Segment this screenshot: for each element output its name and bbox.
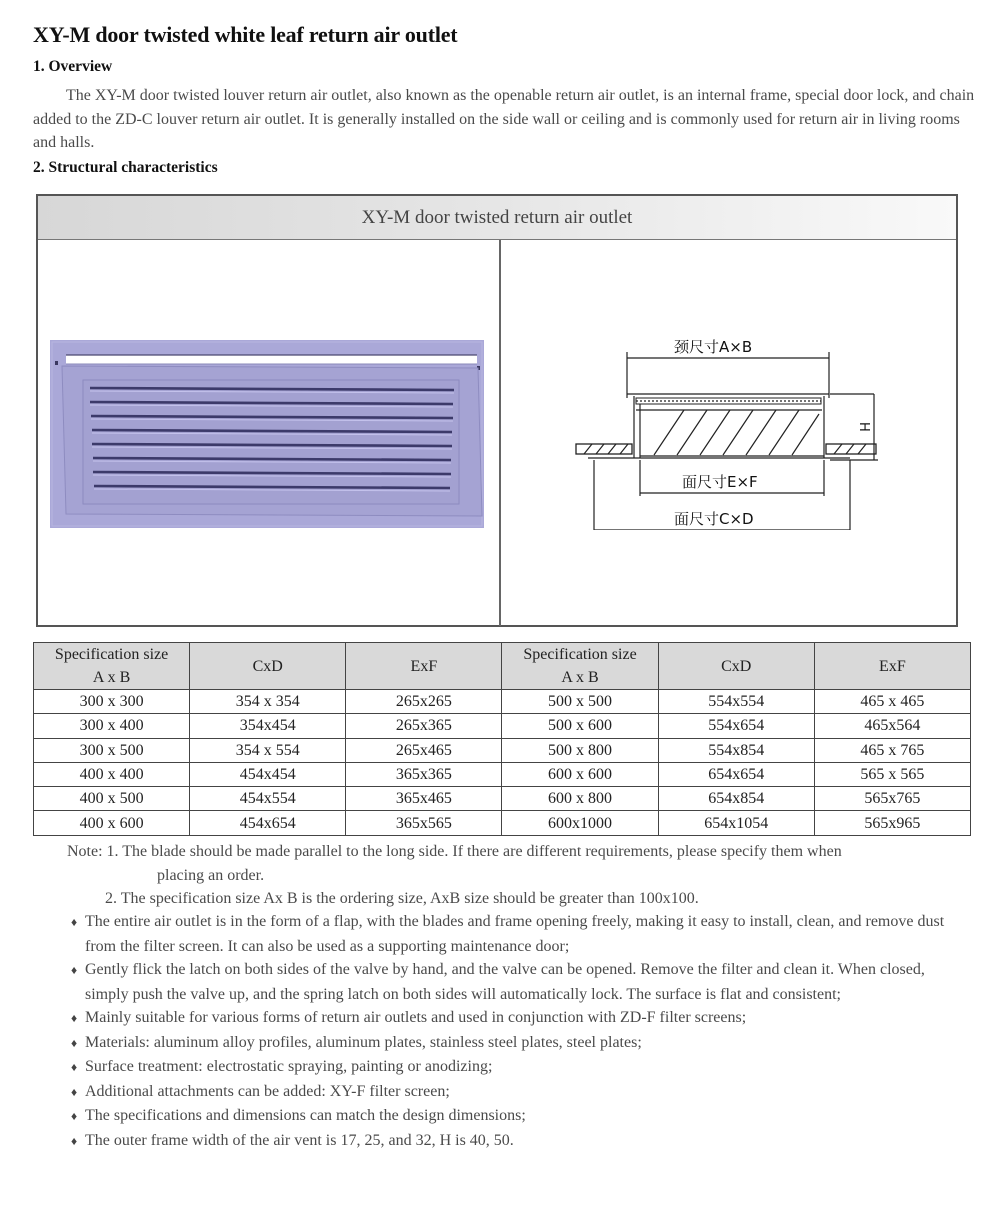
table-cell: 400 x 500: [34, 787, 190, 811]
page-title: XY-M door twisted white leaf return air outlet: [33, 22, 458, 47]
table-row: [34, 762, 971, 786]
list-item: ♦ The entire air outlet is in the form of a flap, with the blades and frame opening freely, making it easy to install, clean, and remove dust from the filter screen. It can also be used as a supporting maintenance door;: [71, 913, 945, 955]
table-header-row: [34, 643, 971, 690]
table-cell: 265x465: [346, 738, 502, 762]
list-item: ♦ Surface treatment: electrostatic spraying, painting or anodizing;: [67, 1055, 967, 1080]
diamond-bullet-icon: ♦: [71, 1133, 78, 1148]
table-row: [34, 714, 971, 738]
table-cell: 500 x 600: [502, 714, 658, 738]
table-cell: 465 x 765: [814, 738, 970, 762]
diamond-bullet-icon: ♦: [71, 1060, 78, 1074]
table-row: [34, 690, 971, 714]
figure-body: [38, 240, 956, 626]
table-row: [34, 738, 971, 762]
feature-list: [67, 910, 967, 1153]
col-spec-size-2: Specification size A x B: [502, 643, 658, 690]
table-row: [34, 811, 971, 835]
list-item: ♦ Gently flick the latch on both sides of the valve by hand, and the valve can be opened. Remove the filter and clean it. When closed, simply push the valve up, and the spring latch on both sides will automatically lock. The surface is flat and consistent;: [71, 961, 925, 1003]
table-cell: 565x965: [814, 811, 970, 835]
notes-block: [67, 840, 967, 911]
table-cell: 654x854: [658, 787, 814, 811]
table-cell: 454x554: [190, 787, 346, 811]
table-cell: 265x265: [346, 690, 502, 714]
product-figure: [36, 194, 958, 627]
table-cell: 600 x 600: [502, 762, 658, 786]
table-cell: 365x465: [346, 787, 502, 811]
table-cell: 565 x 565: [814, 762, 970, 786]
col-cxd-2: CxD: [658, 643, 814, 690]
table-cell: 265x365: [346, 714, 502, 738]
table-cell: 300 x 500: [34, 738, 190, 762]
dimension-drawing: [574, 330, 894, 530]
table-cell: 600 x 800: [502, 787, 658, 811]
list-item: ♦ The specifications and dimensions can match the design dimensions;: [67, 1104, 967, 1129]
list-item: ♦ Mainly suitable for various forms of return air outlets and used in conjunction with ZD-F filter screens;: [67, 1006, 967, 1031]
neck-size-label: 颈尺寸A×B: [674, 338, 753, 356]
table-cell: 300 x 400: [34, 714, 190, 738]
specification-table: [33, 642, 971, 836]
figure-caption: XY-M door twisted return air outlet: [38, 196, 956, 240]
diamond-bullet-icon: ♦: [71, 1035, 78, 1050]
table-cell: 354 x 354: [190, 690, 346, 714]
figure-divider: [499, 240, 501, 626]
height-label: H: [856, 422, 871, 432]
diamond-bullet-icon: ♦: [71, 963, 78, 977]
table-cell: 400 x 400: [34, 762, 190, 786]
col-spec-size-1: Specification size A x B: [34, 643, 190, 690]
table-cell: 565x765: [814, 787, 970, 811]
table-cell: 500 x 500: [502, 690, 658, 714]
diamond-bullet-icon: ♦: [71, 1011, 78, 1025]
table-cell: 454x454: [190, 762, 346, 786]
diamond-bullet-icon: ♦: [71, 1084, 78, 1099]
product-photo: [50, 336, 486, 532]
table-cell: 354x454: [190, 714, 346, 738]
table-cell: 300 x 300: [34, 690, 190, 714]
table-cell: 554x854: [658, 738, 814, 762]
table-cell: 454x654: [190, 811, 346, 835]
table-cell: 400 x 600: [34, 811, 190, 835]
table-cell: 600x1000: [502, 811, 658, 835]
col-cxd-1: CxD: [190, 643, 346, 690]
overview-paragraph: The XY-M door twisted louver return air outlet, also known as the openable return air outlet, is an internal frame, special door lock, and chain added to the ZD-C louver return air outlet. It is generally installed on the side wall or ceiling and is commonly used for return air in living rooms and halls.: [33, 87, 975, 151]
table-cell: 554x554: [658, 690, 814, 714]
note-1: Note: 1. The blade should be made parallel to the long side. If there are different requirements, please specify them when: [67, 843, 842, 860]
diamond-bullet-icon: ♦: [71, 1109, 78, 1123]
col-exf-1: ExF: [346, 643, 502, 690]
diamond-bullet-icon: ♦: [71, 915, 78, 929]
col-exf-2: ExF: [814, 643, 970, 690]
table-cell: 500 x 800: [502, 738, 658, 762]
note-2: 2. The specification size Ax B is the ordering size, AxB size should be greater than 100x100.: [105, 890, 699, 907]
note-1-continuation: placing an order.: [157, 866, 265, 884]
section-heading-structural: 2. Structural characteristics: [33, 159, 218, 176]
table-cell: 554x654: [658, 714, 814, 738]
table-cell: 365x565: [346, 811, 502, 835]
section-heading-overview: 1. Overview: [33, 58, 113, 75]
table-cell: 354 x 554: [190, 738, 346, 762]
table-row: [34, 787, 971, 811]
table-cell: 465 x 465: [814, 690, 970, 714]
list-item: ♦ The outer frame width of the air vent is 17, 25, and 32, H is 40, 50.: [67, 1129, 967, 1154]
table-cell: 365x365: [346, 762, 502, 786]
table-cell: 654x654: [658, 762, 814, 786]
table-cell: 465x564: [814, 714, 970, 738]
table-cell: 654x1054: [658, 811, 814, 835]
list-item: ♦ Materials: aluminum alloy profiles, aluminum plates, stainless steel plates, steel plates;: [67, 1031, 967, 1056]
face-size-cd-label: 面尺寸C×D: [674, 510, 754, 528]
face-size-ef-label: 面尺寸E×F: [682, 473, 758, 491]
list-item: ♦ Additional attachments can be added: XY-F filter screen;: [67, 1080, 967, 1105]
